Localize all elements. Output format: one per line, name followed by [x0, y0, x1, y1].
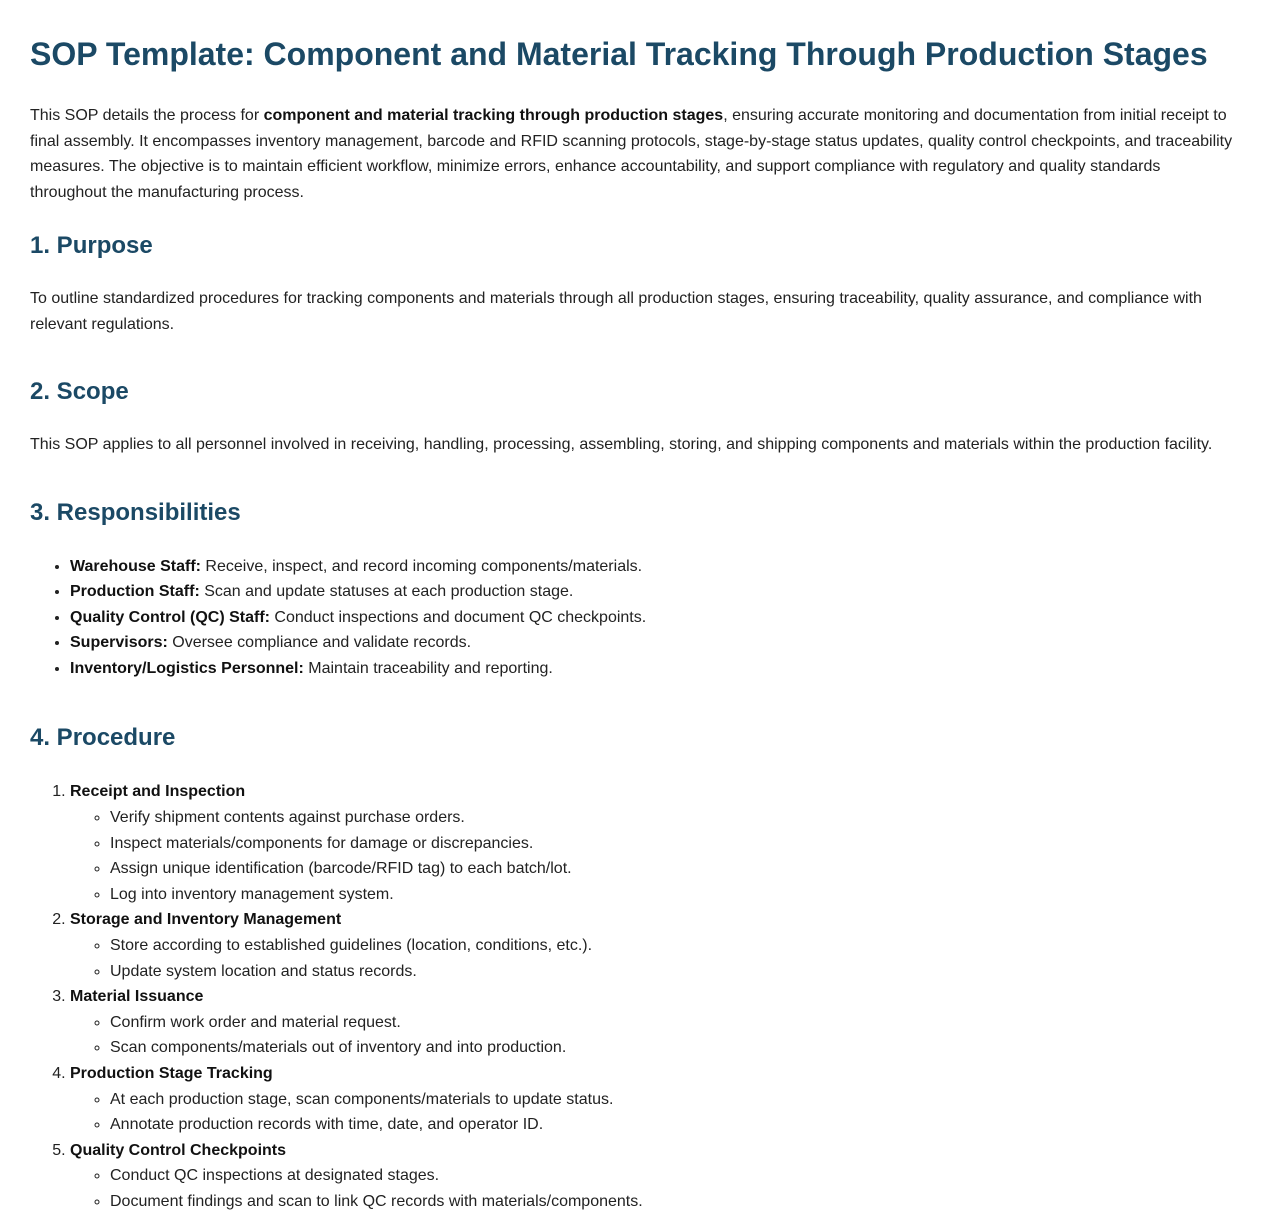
list-item: ◦ Assign unique identification (barcode/RFID tag) to each batch/lot. — [110, 856, 1233, 882]
step-title: Quality Control Checkpoints — [70, 1141, 287, 1159]
step-substeps — [70, 933, 1233, 984]
list-item — [70, 630, 1233, 656]
role-description: Receive, inspect, and record incoming components/materials. — [200, 557, 643, 575]
procedure-steps — [30, 779, 1233, 1214]
list-item: ◦ Annotate production records with time, date, and operator ID. — [110, 1112, 1233, 1138]
list-item: ◦ Verify shipment contents against purchase orders. — [110, 805, 1233, 831]
scope-text: This SOP applies to all personnel involved in receiving, handling, processing, assembling, storing, and shipping components and materials within the production facility. — [30, 436, 1213, 453]
list-item — [70, 605, 1233, 631]
intro-text-end: , ensuring accurate monitoring and documentation from initial receipt to final assembly. It encompasses inventory management, barcode and RFID scanning protocols, stage-by-stage status updates, quality control checkpoints, and traceability measures. The objective is to maintain efficient workflow, minimize errors, enhance accountability, and support compliance with regulatory and quality standards throughout the manufacturing process. — [30, 107, 1233, 201]
step-substeps — [70, 1087, 1233, 1138]
role-label: Supervisors: — [70, 634, 168, 652]
list-item: ◦ At each production stage, scan components/materials to update status. — [110, 1087, 1233, 1113]
list-item: ◦ Store according to established guidelines (location, conditions, etc.). — [110, 933, 1233, 959]
step-substeps — [70, 1163, 1233, 1214]
procedure-step — [70, 984, 1233, 1061]
list-item: ◦ Conduct QC inspections at designated stages. — [110, 1163, 1233, 1189]
role-label: Production Staff: — [70, 583, 200, 601]
list-item — [70, 579, 1233, 605]
role-label: Quality Control (QC) Staff: — [70, 608, 270, 626]
list-item: ◦ Scan components/materials out of inventory and into production. — [110, 1035, 1233, 1061]
section-heading-procedure: 4. Procedure — [30, 724, 176, 752]
step-title: Storage and Inventory Management — [70, 911, 342, 929]
purpose-text: To outline standardized procedures for tracking components and materials through all production stages, ensuring traceability, quality assurance, and compliance with relevant regulations. — [30, 290, 1202, 333]
list-item — [70, 656, 1233, 682]
list-item: ◦ Document findings and scan to link QC records with materials/components. — [110, 1189, 1233, 1215]
list-item: ◦ Confirm work order and material request. — [110, 1010, 1233, 1036]
intro-paragraph — [30, 103, 1233, 205]
role-description: Conduct inspections and document QC checkpoints. — [269, 608, 647, 626]
step-substeps — [70, 805, 1233, 907]
role-label: Inventory/Logistics Personnel: — [70, 659, 304, 677]
role-description: Maintain traceability and reporting. — [303, 659, 553, 677]
step-title: Receipt and Inspection — [70, 783, 246, 801]
role-description: Oversee compliance and validate records. — [167, 634, 472, 652]
section-heading-responsibilities: 3. Responsibilities — [30, 498, 241, 526]
procedure-step — [70, 1061, 1233, 1138]
list-item: ◦ Update system location and status records. — [110, 959, 1233, 985]
responsibilities-list — [30, 554, 1233, 682]
list-item — [70, 554, 1233, 580]
page-title: SOP Template: Component and Material Tracking Through Production Stages — [30, 36, 1208, 72]
step-title: Production Stage Tracking — [70, 1065, 273, 1082]
list-item: ◦ Inspect materials/components for damage or discrepancies. — [110, 831, 1233, 857]
list-item: ◦ Log into inventory management system. — [110, 882, 1233, 908]
intro-text-start: This SOP details the process for — [30, 107, 264, 124]
procedure-step — [70, 1138, 1233, 1215]
step-substeps — [70, 1010, 1233, 1061]
role-description: Scan and update statuses at each production stage. — [199, 583, 574, 601]
section-heading-scope: 2. Scope — [30, 378, 129, 405]
step-title: Material Issuance — [70, 988, 204, 1006]
procedure-step — [70, 779, 1233, 907]
section-heading-purpose: 1. Purpose — [30, 232, 153, 259]
intro-text-bold: component and material tracking through production stages — [263, 107, 724, 124]
procedure-step — [70, 907, 1233, 984]
role-label: Warehouse Staff: — [70, 557, 201, 575]
